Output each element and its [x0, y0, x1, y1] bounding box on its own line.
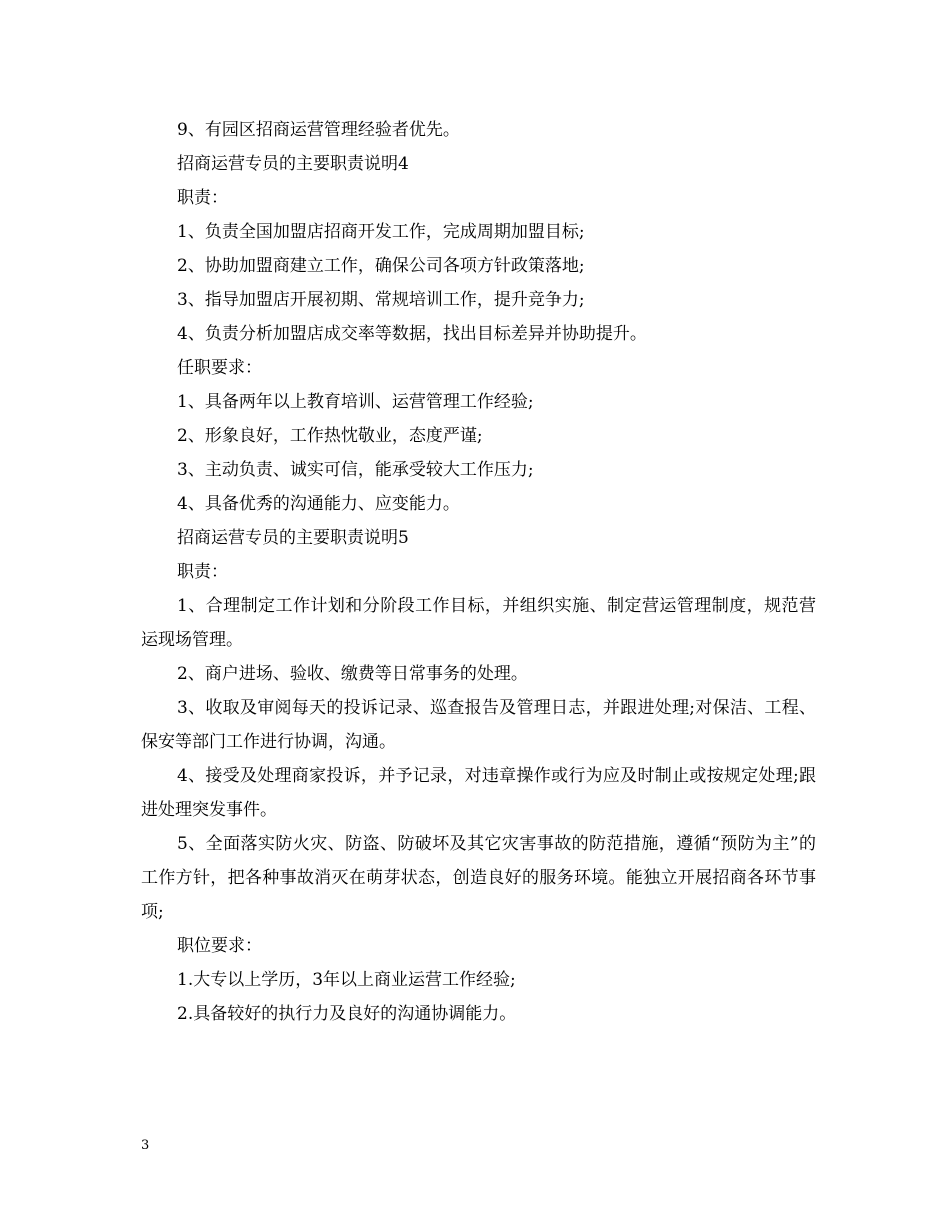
paragraph: 3、指导加盟店开展初期、常规培训工作，提升竞争力;: [177, 290, 585, 310]
paragraph: 任职要求：: [177, 358, 262, 378]
document-body: [141, 113, 816, 1031]
paragraph: 1、合理制定工作计划和分阶段工作目标，并组织实施、制定营运管理制度，规范营运现场管理。: [141, 596, 816, 650]
paragraph: 职位要求：: [177, 936, 262, 956]
paragraph: 9、有园区招商运营管理经验者优先。: [177, 120, 460, 140]
paragraph: 1、具备两年以上教育培训、运营管理工作经验;: [177, 392, 534, 412]
paragraph: 3、主动负责、诚实可信，能承受较大工作压力;: [177, 460, 534, 480]
paragraph: 4、负责分析加盟店成交率等数据，找出目标差异并协助提升。: [177, 324, 647, 344]
paragraph: 职责：: [177, 188, 228, 208]
paragraph: 3、收取及审阅每天的投诉记录、巡查报告及管理日志，并跟进处理;对保洁、工程、保安等部门工作进行协调，沟通。: [141, 698, 816, 752]
paragraph: 4、具备优秀的沟通能力、应变能力。: [177, 494, 460, 514]
paragraph: 1.大专以上学历，3年以上商业运营工作经验;: [177, 970, 516, 990]
section-heading: 招商运营专员的主要职责说明5: [177, 528, 409, 548]
page-number: 3: [141, 1138, 150, 1153]
paragraph: 职责：: [177, 562, 228, 582]
paragraph: 2、协助加盟商建立工作，确保公司各项方针政策落地;: [177, 256, 585, 276]
paragraph: 2、商户进场、验收、缴费等日常事务的处理。: [177, 664, 528, 684]
paragraph: 2、形象良好，工作热忱敬业，态度严谨;: [177, 426, 483, 446]
paragraph: 2.具备较好的执行力及良好的沟通协调能力。: [177, 1004, 517, 1024]
paragraph: 5、全面落实防火灾、防盗、防破坏及其它灾害事故的防范措施，遵循“预防为主”的工作方针，把各种事故消灭在萌芽状态，创造良好的服务环境。能独立开展招商各环节事项;: [141, 834, 816, 922]
paragraph: 4、接受及处理商家投诉，并予记录，对违章操作或行为应及时制止或按规定处理;跟进处理突发事件。: [141, 766, 816, 820]
section-heading: 招商运营专员的主要职责说明4: [177, 154, 409, 174]
paragraph: 1、负责全国加盟店招商开发工作，完成周期加盟目标;: [177, 222, 585, 242]
